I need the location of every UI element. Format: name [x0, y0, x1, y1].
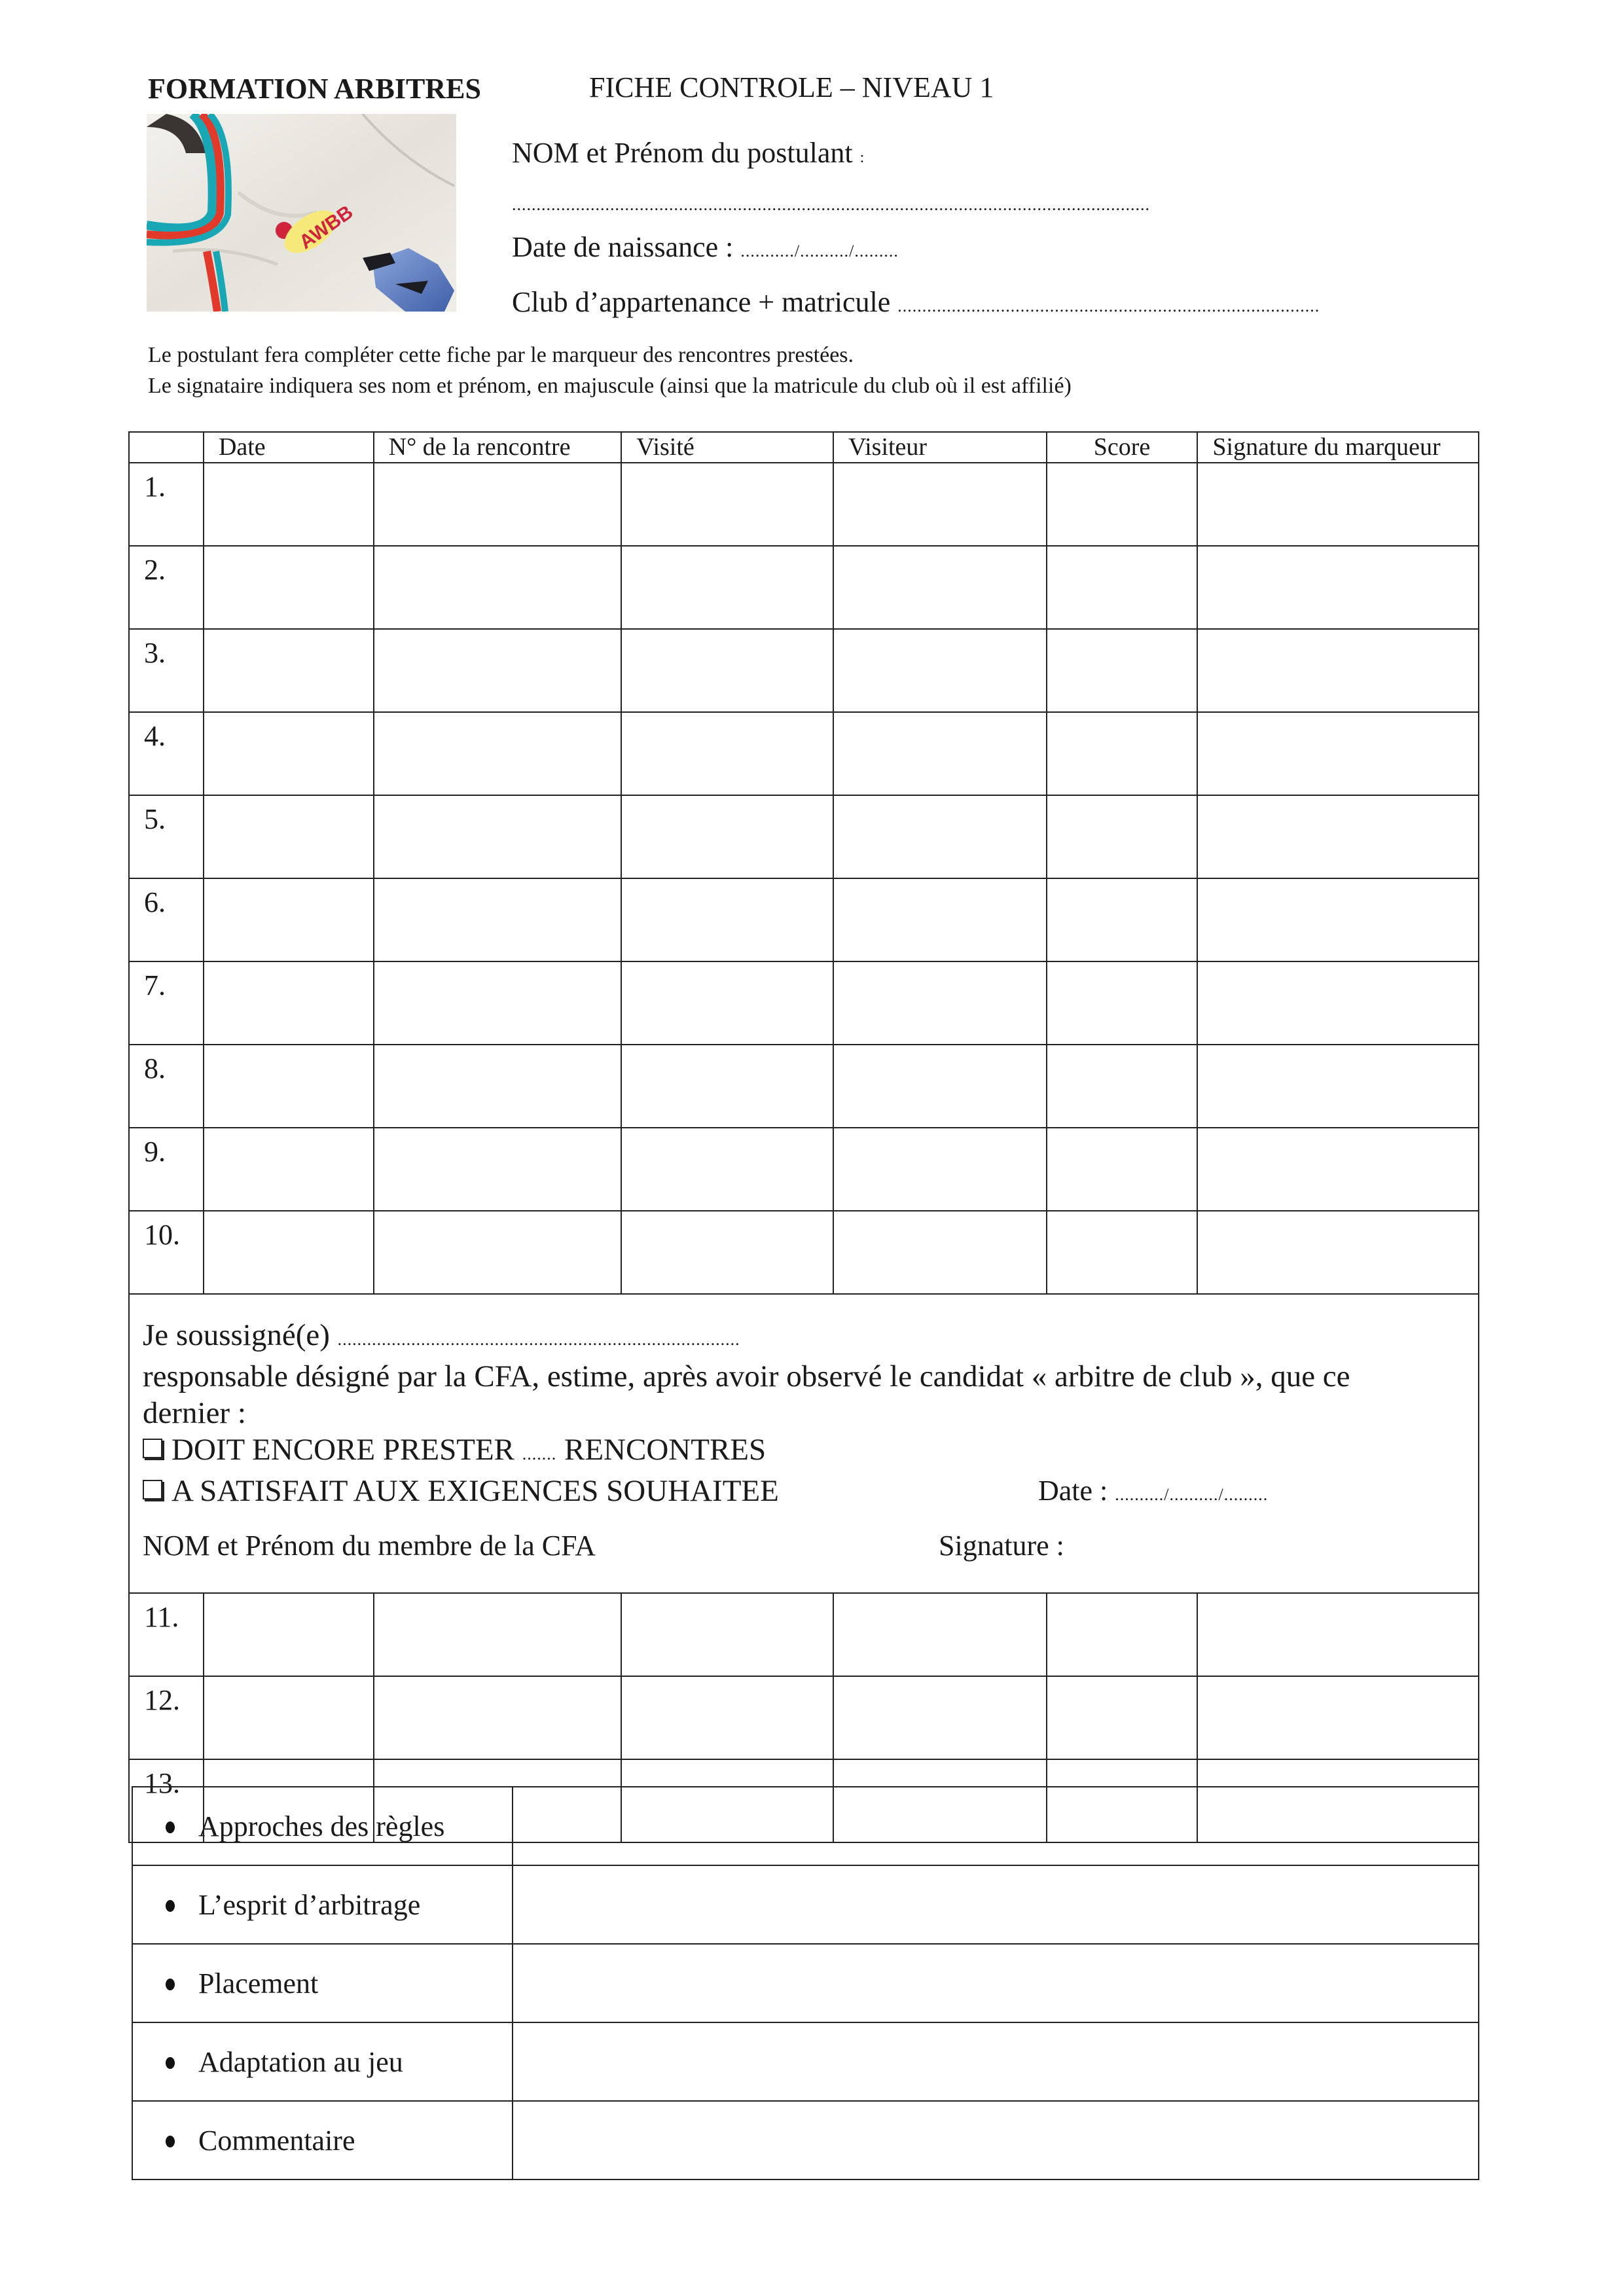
- column-header-home: Visité: [621, 432, 833, 463]
- signature-cell[interactable]: [1197, 629, 1479, 712]
- club-field[interactable]: ......................................................................................: [897, 296, 1320, 315]
- table-row: [129, 463, 1479, 546]
- visitor-cell[interactable]: [833, 1211, 1047, 1294]
- evaluation-label: Placement: [198, 1967, 319, 2000]
- bullet-icon: [166, 1979, 175, 1990]
- referee-shirt-photo: [147, 114, 456, 312]
- applicant-name-label: [512, 136, 864, 170]
- evaluation-value-cell[interactable]: [513, 1944, 1479, 2022]
- option-more-matches-label: DOIT ENCORE PRESTER: [171, 1433, 514, 1467]
- home-cell[interactable]: [621, 1128, 833, 1211]
- signature-cell[interactable]: [1197, 546, 1479, 629]
- match-number-cell[interactable]: [374, 1128, 622, 1211]
- date-cell[interactable]: [204, 463, 374, 546]
- signature-cell[interactable]: [1197, 1045, 1479, 1128]
- visitor-cell[interactable]: [833, 961, 1047, 1045]
- score-cell[interactable]: [1047, 1593, 1198, 1676]
- date-cell[interactable]: [204, 795, 374, 878]
- row-number: 7.: [129, 961, 204, 1045]
- table-header-row: [129, 432, 1479, 463]
- row-number: 6.: [129, 878, 204, 961]
- evaluation-row: [132, 2022, 1479, 2101]
- cfa-signature-label: Signature :: [939, 1530, 1064, 1562]
- table-row: [129, 878, 1479, 961]
- option-more-matches-suffix: RENCONTRES: [564, 1433, 767, 1467]
- birth-date-label: Date de naissance :: [512, 231, 734, 263]
- match-number-cell[interactable]: [374, 1045, 622, 1128]
- instruction-line-1: Le postulant fera compléter cette fiche par le marqueur des rencontres prestées.: [148, 343, 854, 367]
- visitor-cell[interactable]: [833, 1128, 1047, 1211]
- row-number: 2.: [129, 546, 204, 629]
- birth-date-field[interactable]: .........../........../.........: [740, 242, 899, 260]
- visitor-cell[interactable]: [833, 629, 1047, 712]
- svg-text:AWBB: AWBB: [295, 201, 357, 254]
- match-number-cell[interactable]: [374, 546, 622, 629]
- score-cell[interactable]: [1047, 629, 1198, 712]
- home-cell[interactable]: [621, 463, 833, 546]
- table-row: [129, 1045, 1479, 1128]
- score-cell[interactable]: [1047, 1676, 1198, 1759]
- home-cell[interactable]: [621, 878, 833, 961]
- column-header-number: [129, 432, 204, 463]
- applicant-name-colon: :: [859, 149, 865, 166]
- table-row: [129, 712, 1479, 795]
- visitor-cell[interactable]: [833, 712, 1047, 795]
- evaluation-label-cell: [132, 1865, 513, 1944]
- row-number: 13.: [129, 1759, 204, 1842]
- home-cell[interactable]: [621, 1211, 833, 1294]
- cfa-member-line: [143, 1528, 1465, 1564]
- date-cell[interactable]: [204, 1593, 374, 1676]
- column-header-visitor: Visiteur: [833, 432, 1047, 463]
- home-cell[interactable]: [621, 1045, 833, 1128]
- match-number-cell[interactable]: [374, 1211, 622, 1294]
- evaluation-label: Adaptation au jeu: [198, 2045, 403, 2078]
- bullet-icon: [166, 2136, 175, 2147]
- visitor-cell[interactable]: [833, 1045, 1047, 1128]
- assessment-date: [1038, 1473, 1268, 1513]
- match-number-cell[interactable]: [374, 629, 622, 712]
- score-cell[interactable]: [1047, 712, 1198, 795]
- table-row: [129, 961, 1479, 1045]
- score-cell[interactable]: [1047, 1211, 1198, 1294]
- row-number: 1.: [129, 463, 204, 546]
- table-row: [129, 1676, 1479, 1759]
- evaluation-value-cell[interactable]: [513, 1865, 1479, 1944]
- match-number-cell[interactable]: [374, 878, 622, 961]
- row-number: 10.: [129, 1211, 204, 1294]
- visitor-cell[interactable]: [833, 878, 1047, 961]
- date-cell[interactable]: [204, 1128, 374, 1211]
- table-row: [129, 1128, 1479, 1211]
- table-row: [129, 795, 1479, 878]
- score-cell[interactable]: [1047, 961, 1198, 1045]
- assessment-text-line-2: dernier :: [143, 1396, 246, 1430]
- evaluation-label: L’esprit d’arbitrage: [198, 1888, 421, 1921]
- cfa-member-label: NOM et Prénom du membre de la CFA: [143, 1530, 596, 1562]
- applicant-name-label-text: NOM et Prénom du postulant: [512, 137, 853, 169]
- row-number: 11.: [129, 1593, 204, 1676]
- home-cell[interactable]: [621, 795, 833, 878]
- assessment-text-line: responsable désigné par la CFA, estime, après avoir observé le candidat « arbitre de club », que ce: [143, 1359, 1350, 1393]
- signature-cell[interactable]: [1197, 712, 1479, 795]
- score-cell[interactable]: [1047, 546, 1198, 629]
- undersigned-line: [143, 1317, 1465, 1358]
- table-row: [129, 546, 1479, 629]
- bullet-icon: [166, 1821, 175, 1833]
- club-row: [512, 285, 1320, 319]
- evaluation-value-cell[interactable]: [513, 2022, 1479, 2101]
- bullet-icon: [166, 2057, 175, 2069]
- match-number-cell[interactable]: [374, 712, 622, 795]
- score-cell[interactable]: [1047, 878, 1198, 961]
- home-cell[interactable]: [621, 961, 833, 1045]
- table-row: [129, 1593, 1479, 1676]
- evaluation-row: [132, 1787, 1479, 1865]
- home-cell[interactable]: [621, 1593, 833, 1676]
- date-cell[interactable]: [204, 1211, 374, 1294]
- signature-cell[interactable]: [1197, 1676, 1479, 1759]
- date-cell[interactable]: [204, 546, 374, 629]
- score-cell[interactable]: [1047, 463, 1198, 546]
- column-header-score: Score: [1047, 432, 1198, 463]
- instruction-line-2: Le signataire indiquera ses nom et prénom, en majuscule (ainsi que la matricule du club où il est affilié): [148, 374, 1072, 398]
- evaluation-table: [132, 1786, 1479, 2180]
- table-row: [129, 629, 1479, 712]
- date-cell[interactable]: [204, 961, 374, 1045]
- signature-cell[interactable]: [1197, 1211, 1479, 1294]
- option-satisfied-label: A SATISFAIT AUX EXIGENCES SOUHAITEE: [171, 1474, 779, 1508]
- match-number-cell[interactable]: [374, 961, 622, 1045]
- form-subtitle: FICHE CONTROLE – NIVEAU 1: [589, 71, 994, 103]
- home-cell[interactable]: [621, 1676, 833, 1759]
- row-number: 3.: [129, 629, 204, 712]
- table-row: [129, 1211, 1479, 1294]
- row-number: 4.: [129, 712, 204, 795]
- form-title: FORMATION ARBITRES: [148, 73, 481, 105]
- column-header-signature: Signature du marqueur: [1197, 432, 1479, 463]
- cfa-assessment-row: [129, 1294, 1479, 1593]
- signature-cell[interactable]: [1197, 961, 1479, 1045]
- bullet-icon: [166, 1900, 175, 1912]
- applicant-name-field[interactable]: ..................................................................................................................................: [512, 195, 1150, 214]
- visitor-cell[interactable]: [833, 546, 1047, 629]
- match-number-cell[interactable]: [374, 795, 622, 878]
- match-number-cell[interactable]: [374, 463, 622, 546]
- date-cell[interactable]: [204, 878, 374, 961]
- signature-cell[interactable]: [1197, 463, 1479, 546]
- club-label: Club d’appartenance + matricule: [512, 286, 891, 318]
- signature-cell[interactable]: [1197, 1593, 1479, 1676]
- score-cell[interactable]: [1047, 1128, 1198, 1211]
- signature-cell[interactable]: [1197, 1128, 1479, 1211]
- home-cell[interactable]: [621, 712, 833, 795]
- column-header-date: Date: [204, 432, 374, 463]
- row-number: 8.: [129, 1045, 204, 1128]
- assessment-date-field[interactable]: ........../........../.........: [1115, 1485, 1269, 1504]
- signature-cell[interactable]: [1197, 795, 1479, 878]
- match-number-cell[interactable]: [374, 1676, 622, 1759]
- evaluation-label-cell: [132, 2022, 513, 2101]
- option-satisfied[interactable]: [143, 1473, 1465, 1509]
- evaluation-row: [132, 1865, 1479, 1944]
- home-cell[interactable]: [621, 546, 833, 629]
- row-number: 9.: [129, 1128, 204, 1211]
- evaluation-label-cell: [132, 1944, 513, 2022]
- cfa-assessment-block: [129, 1294, 1479, 1593]
- evaluation-row: [132, 2101, 1479, 2179]
- column-header-match-number: N° de la rencontre: [374, 432, 622, 463]
- matches-table: [128, 431, 1479, 1843]
- visitor-cell[interactable]: [833, 795, 1047, 878]
- evaluation-label: Approches des règles: [198, 1810, 445, 1842]
- score-cell[interactable]: [1047, 1045, 1198, 1128]
- evaluation-value-cell[interactable]: [513, 1787, 1479, 1865]
- row-number: 12.: [129, 1676, 204, 1759]
- visitor-cell[interactable]: [833, 1676, 1047, 1759]
- undersigned-label: Je soussigné(e): [143, 1318, 330, 1352]
- signature-cell[interactable]: [1197, 878, 1479, 961]
- matches-count-field[interactable]: .......: [522, 1444, 557, 1463]
- row-number: 5.: [129, 795, 204, 878]
- home-cell[interactable]: [621, 629, 833, 712]
- date-cell[interactable]: [204, 712, 374, 795]
- visitor-cell[interactable]: [833, 1593, 1047, 1676]
- evaluation-label: Commentaire: [198, 2124, 355, 2157]
- checkbox-icon[interactable]: [143, 1439, 162, 1458]
- evaluation-label-cell: [132, 2101, 513, 2179]
- option-more-matches[interactable]: [143, 1431, 1465, 1473]
- evaluation-label-cell: [132, 1787, 513, 1865]
- evaluation-value-cell[interactable]: [513, 2101, 1479, 2179]
- assessment-date-label: Date :: [1038, 1475, 1108, 1507]
- visitor-cell[interactable]: [833, 463, 1047, 546]
- date-cell[interactable]: [204, 629, 374, 712]
- date-cell[interactable]: [204, 1045, 374, 1128]
- birth-date-row: [512, 230, 899, 264]
- match-number-cell[interactable]: [374, 1593, 622, 1676]
- evaluation-row: [132, 1944, 1479, 2022]
- undersigned-field[interactable]: ..................................................................................: [337, 1330, 740, 1349]
- checkbox-icon[interactable]: [143, 1480, 162, 1499]
- date-cell[interactable]: [204, 1676, 374, 1759]
- score-cell[interactable]: [1047, 795, 1198, 878]
